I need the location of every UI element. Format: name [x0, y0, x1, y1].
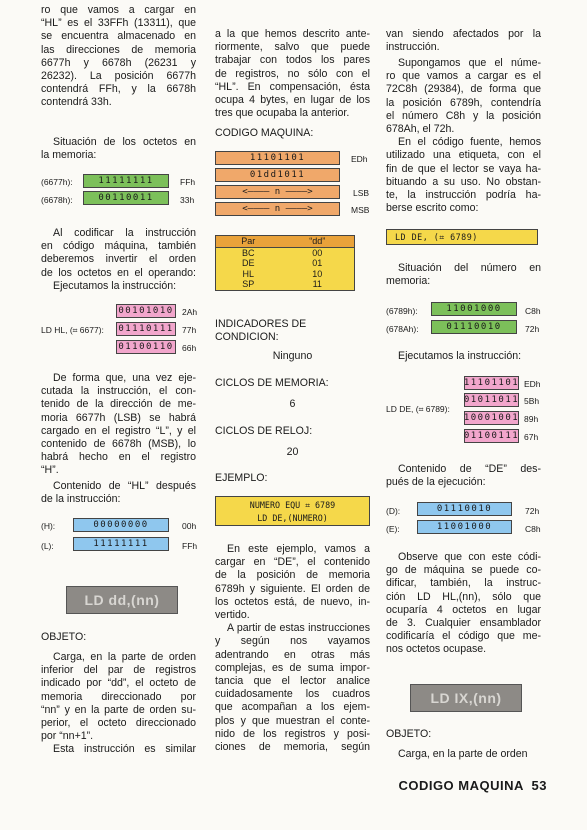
text-line: contenido de 6678h (MSB), lo — [41, 438, 196, 451]
text-line: pués de la ejecución: — [386, 476, 486, 489]
table-cell: 11 — [312, 279, 322, 290]
byte-order-label: MSB — [351, 205, 370, 215]
hex-value: 67h — [524, 432, 539, 442]
col3-observe — [386, 551, 541, 657]
operand-byte-cell: <———— n ————> — [215, 202, 340, 216]
opcode-byte-cell: 00101010 — [116, 304, 176, 318]
code-line: LD DE,(NUMERO) — [257, 512, 328, 523]
hex-value: 00h — [182, 521, 197, 531]
memory-byte-cell: 11001000 — [431, 302, 517, 316]
text-line: 72C8h (29384), de forma que — [386, 83, 541, 96]
text-line: tres que ocupaba la anterior. — [215, 107, 350, 120]
text-line: cuidadosamente los cuadros — [215, 688, 370, 701]
mem-address: (6789h): — [386, 306, 418, 316]
text-line: ocuparía 4 octetos en lugar — [386, 603, 541, 616]
col3-carga: Carga, en la parte de orden — [398, 748, 528, 760]
text-line: A partir de estas instrucciones — [227, 622, 370, 635]
text-line: van siendo afectados por la — [386, 28, 541, 40]
memory-byte-cell: 01110010 — [431, 320, 517, 334]
text-line: Ejecutamos la instrucción: — [53, 279, 177, 292]
text-line: De forma que, una vez eje- — [53, 372, 196, 384]
example-code-box — [215, 496, 370, 526]
text-line: ro que vamos a cargar en — [41, 4, 196, 16]
text-line: memoria: — [386, 275, 431, 288]
text-line: bituando a su uso. No obstan- — [386, 175, 541, 188]
table-cell: 10 — [312, 268, 323, 279]
mem-address: (678Ah): — [386, 324, 419, 334]
col3-suponga — [386, 57, 541, 215]
instruction-banner: LD IX,(nn) — [410, 684, 522, 712]
text-line: ciones de memoria, según — [215, 741, 370, 754]
text-line: la memoria: — [41, 149, 97, 162]
text-line: En el código fuente, hemos — [398, 136, 541, 149]
operand-byte-cell: 10001001 — [463, 413, 520, 423]
opcode-byte-cell: 01110111 — [116, 322, 176, 336]
opcode-byte-cell: 11101101 — [463, 378, 520, 388]
hex-value: 33h — [180, 195, 195, 205]
text-line: cargar en “DE”, el contenido — [215, 556, 370, 569]
text-line: a la que hemos descrito ante- — [215, 28, 370, 40]
hex-value: EDh — [351, 154, 368, 164]
text-line: CONDICION: — [215, 331, 279, 344]
register-byte-cell: 11001000 — [417, 520, 512, 534]
text-line: nos octetos ocupase. — [386, 643, 487, 656]
text-line: “HL” es el 33FFh (13311), que — [41, 17, 196, 30]
hex-value: 89h — [524, 414, 539, 424]
table-header-cell: Par — [216, 236, 281, 248]
col3-intro — [386, 28, 541, 54]
hex-value: 2Ah — [182, 307, 198, 317]
col1-contenidohl — [41, 480, 196, 506]
text-line: berse escrito como: — [386, 202, 479, 215]
text-line: Situación del número en — [398, 262, 541, 274]
text-line: Situación de los octetos en — [53, 136, 196, 148]
objeto-heading: OBJETO: — [386, 728, 432, 740]
text-line: inferior del par de registros — [41, 664, 196, 677]
ejemplo-heading: EJEMPLO: — [215, 472, 268, 484]
table-row — [216, 269, 355, 280]
text-line: En este ejemplo, vamos a — [227, 543, 370, 555]
register-byte-cell: 01110010 — [417, 502, 512, 516]
hex-value: FFh — [182, 541, 198, 551]
text-line: perior, el octeto direccionado — [41, 717, 196, 730]
hex-value: FFh — [180, 177, 196, 187]
text-line: Contenido de “HL” después — [53, 480, 196, 492]
text-line: las direcciones de memoria — [41, 43, 196, 56]
col1-codificar — [41, 227, 196, 293]
text-line: go de máquina se puede co- — [386, 564, 541, 577]
text-line: nido de los registros y posi- — [215, 727, 370, 740]
col3-contenido — [386, 463, 541, 489]
indicadores-heading — [215, 318, 370, 344]
instruction-banner: LD dd,(nn) — [66, 586, 178, 614]
table-row — [216, 247, 355, 258]
text-line: los octetos está, de nuevo, in- — [215, 595, 370, 608]
text-line: moria 6677h (LSB) se habrá — [41, 411, 196, 424]
text-line: fin de que el lector se vaya ha- — [386, 162, 541, 175]
hex-value: 72h — [525, 324, 540, 334]
col3-ejecutamos: Ejecutamos la instrucción: — [398, 350, 522, 362]
text-line: codificaría el código que me- — [386, 630, 541, 643]
instruction-code-box: LD DE, (⌗ 6789) — [386, 229, 538, 245]
text-line: tancia que el lector analice — [215, 675, 370, 688]
text-line: “nn” y en la parte de orden su- — [41, 703, 196, 716]
codigo-maquina-heading: CODIGO MAQUINA: — [215, 127, 314, 139]
hex-value: C8h — [525, 306, 541, 316]
text-line: Contenido de “DE” des- — [398, 463, 541, 475]
table-cell: HL — [242, 268, 255, 279]
text-line: se encuentra almacenado en — [41, 30, 196, 43]
instruction-label: LD DE, (⌗ 6789): — [386, 404, 450, 414]
col1-deforma — [41, 372, 196, 478]
ciclos-memoria-heading: CICLOS DE MEMORIA: — [215, 377, 329, 389]
opcode-byte-cell: 01011011 — [463, 395, 520, 405]
table-cell: SP — [242, 279, 255, 290]
instruction-label: LD HL, (⌗ 6677): — [41, 325, 104, 335]
text-line: ro que vamos a cargar es el — [386, 70, 541, 83]
memory-byte-cell: 11111111 — [83, 174, 169, 188]
register-byte-cell: 00000000 — [73, 518, 169, 532]
text-line: te, la instrucción podría ha- — [386, 189, 541, 202]
text-line: Supongamos que el núme- — [398, 57, 541, 69]
table-row — [216, 258, 355, 269]
text-line: adentrando en otras más — [215, 648, 370, 661]
text-line: 6789h y siguiente. El orden de — [215, 582, 370, 595]
table-header-cell: “dd” — [281, 236, 355, 248]
text-line: deberemos invertir el orden — [41, 253, 196, 266]
table-cell: 00 — [312, 247, 323, 258]
text-line: habrá hecho en el registro — [41, 451, 196, 464]
col2-text — [215, 543, 370, 754]
text-line: dificar, también, la instruc- — [386, 577, 541, 590]
table-cell: BC — [242, 247, 255, 258]
text-line: contendrá FFh, y la 6678h — [41, 83, 196, 96]
table-row — [216, 279, 355, 290]
ciclos-memoria-value: 6 — [289, 398, 296, 410]
text-line: por “nn+1”. — [41, 730, 94, 743]
text-line: de la posición de memoria — [215, 569, 370, 582]
text-line: memoria direccionado por — [41, 690, 196, 703]
text-line: que acompañan a los ejem- — [215, 701, 370, 714]
text-line: utilizado una etiqueta, con el — [386, 149, 541, 162]
text-line: riormente, salvo que puede — [215, 41, 370, 54]
col1-situacion — [41, 136, 196, 162]
text-line: vertido. — [215, 609, 250, 622]
text-line: Al codificar la instrucción — [53, 227, 196, 239]
text-line: 678Ah, el 72h. — [386, 123, 455, 136]
mem-address: (6678h): — [41, 195, 73, 205]
register-name: (L): — [41, 541, 54, 551]
text-line: ción LD HL,(nn), sólo que — [386, 590, 541, 603]
table-header-row — [216, 236, 355, 248]
byte-order-label: LSB — [353, 188, 370, 198]
text-line: ocupa 4 bytes, en lugar de los — [215, 94, 370, 107]
text-line: de 3. Cualquier ensamblador — [386, 617, 541, 630]
register-pair-table — [215, 235, 355, 291]
text-line: 26232). La posición 6677h — [41, 70, 196, 83]
text-line: de los octetos en el operando: — [41, 266, 196, 279]
register-name: (H): — [41, 521, 56, 531]
opcode-byte-cell: 01dd1011 — [215, 168, 340, 182]
opcode-byte-cell: 01100110 — [116, 340, 176, 354]
text-line: cutada la instrucción, el con- — [41, 385, 196, 398]
col3-situacion — [386, 262, 541, 288]
text-line: 6677h y 6678h (26231 y — [41, 56, 196, 69]
ninguno-value: Ninguno — [272, 350, 313, 362]
text-line: INDICADORES DE — [215, 318, 307, 330]
ciclos-reloj-value: 20 — [286, 446, 299, 458]
hex-value: 72h — [525, 506, 540, 516]
text-line: contendrá 33h. — [41, 96, 112, 109]
text-line: Observe que con este códi- — [398, 551, 541, 563]
text-line: la posición 6789h, contendría — [386, 96, 541, 109]
text-line: el número C8h y la posición — [386, 109, 541, 122]
hex-value: 77h — [182, 325, 197, 335]
text-line: en código máquina, también — [41, 240, 196, 253]
code-line: NUMERO EQU ⌗ 6789 — [249, 500, 336, 510]
text-line: “H”. — [41, 464, 59, 477]
objeto-heading: OBJETO: — [41, 631, 87, 643]
ciclos-reloj-heading: CICLOS DE RELOJ: — [215, 425, 313, 437]
text-line: trabajar con todos los pares — [215, 54, 370, 67]
operand-byte-cell: <———— n ————> — [215, 185, 340, 199]
col1-carga — [41, 651, 196, 757]
text-line: tenido de la dirección de me- — [41, 398, 196, 411]
register-name: (E): — [386, 524, 400, 534]
text-line: Carga, en la parte de orden — [53, 651, 196, 663]
text-line: cargado en el registro “L”, y el — [41, 424, 196, 437]
text-line: indicado por “dd”, el octeto de — [41, 677, 196, 690]
register-name: (D): — [386, 506, 401, 516]
hex-value: 66h — [182, 343, 197, 353]
hex-value: 5Bh — [524, 396, 540, 406]
table-cell: DE — [242, 258, 255, 269]
register-byte-cell: 11111111 — [73, 537, 169, 551]
operand-byte-cell: 01100111 — [463, 431, 520, 441]
opcode-byte-cell: 11101101 — [215, 151, 340, 165]
table-cell: 01 — [312, 258, 323, 269]
col1-intro-paragraph — [41, 4, 196, 110]
footer-title: CODIGO MAQUINA — [398, 778, 524, 793]
text-line: Esta instrucción es similar — [53, 743, 196, 756]
text-line: instrucción. — [386, 41, 440, 54]
hex-value: EDh — [524, 379, 541, 389]
page-footer — [398, 778, 547, 793]
text-line: plos y que muestran el conte- — [215, 714, 370, 727]
col2-intro-paragraph — [215, 28, 370, 120]
hex-value: C8h — [525, 524, 541, 534]
page-number: 53 — [531, 778, 547, 793]
text-line: y según nos vayamos — [215, 635, 370, 648]
mem-address: (6677h): — [41, 177, 73, 187]
text-line: de la instrucción: — [41, 493, 121, 506]
text-line: de registros, no sólo con el — [215, 67, 370, 80]
text-line: “HL”. En compensación, ésta — [215, 80, 370, 93]
text-line: complejas, es de suma impor- — [215, 661, 370, 674]
memory-byte-cell: 00110011 — [83, 191, 169, 205]
